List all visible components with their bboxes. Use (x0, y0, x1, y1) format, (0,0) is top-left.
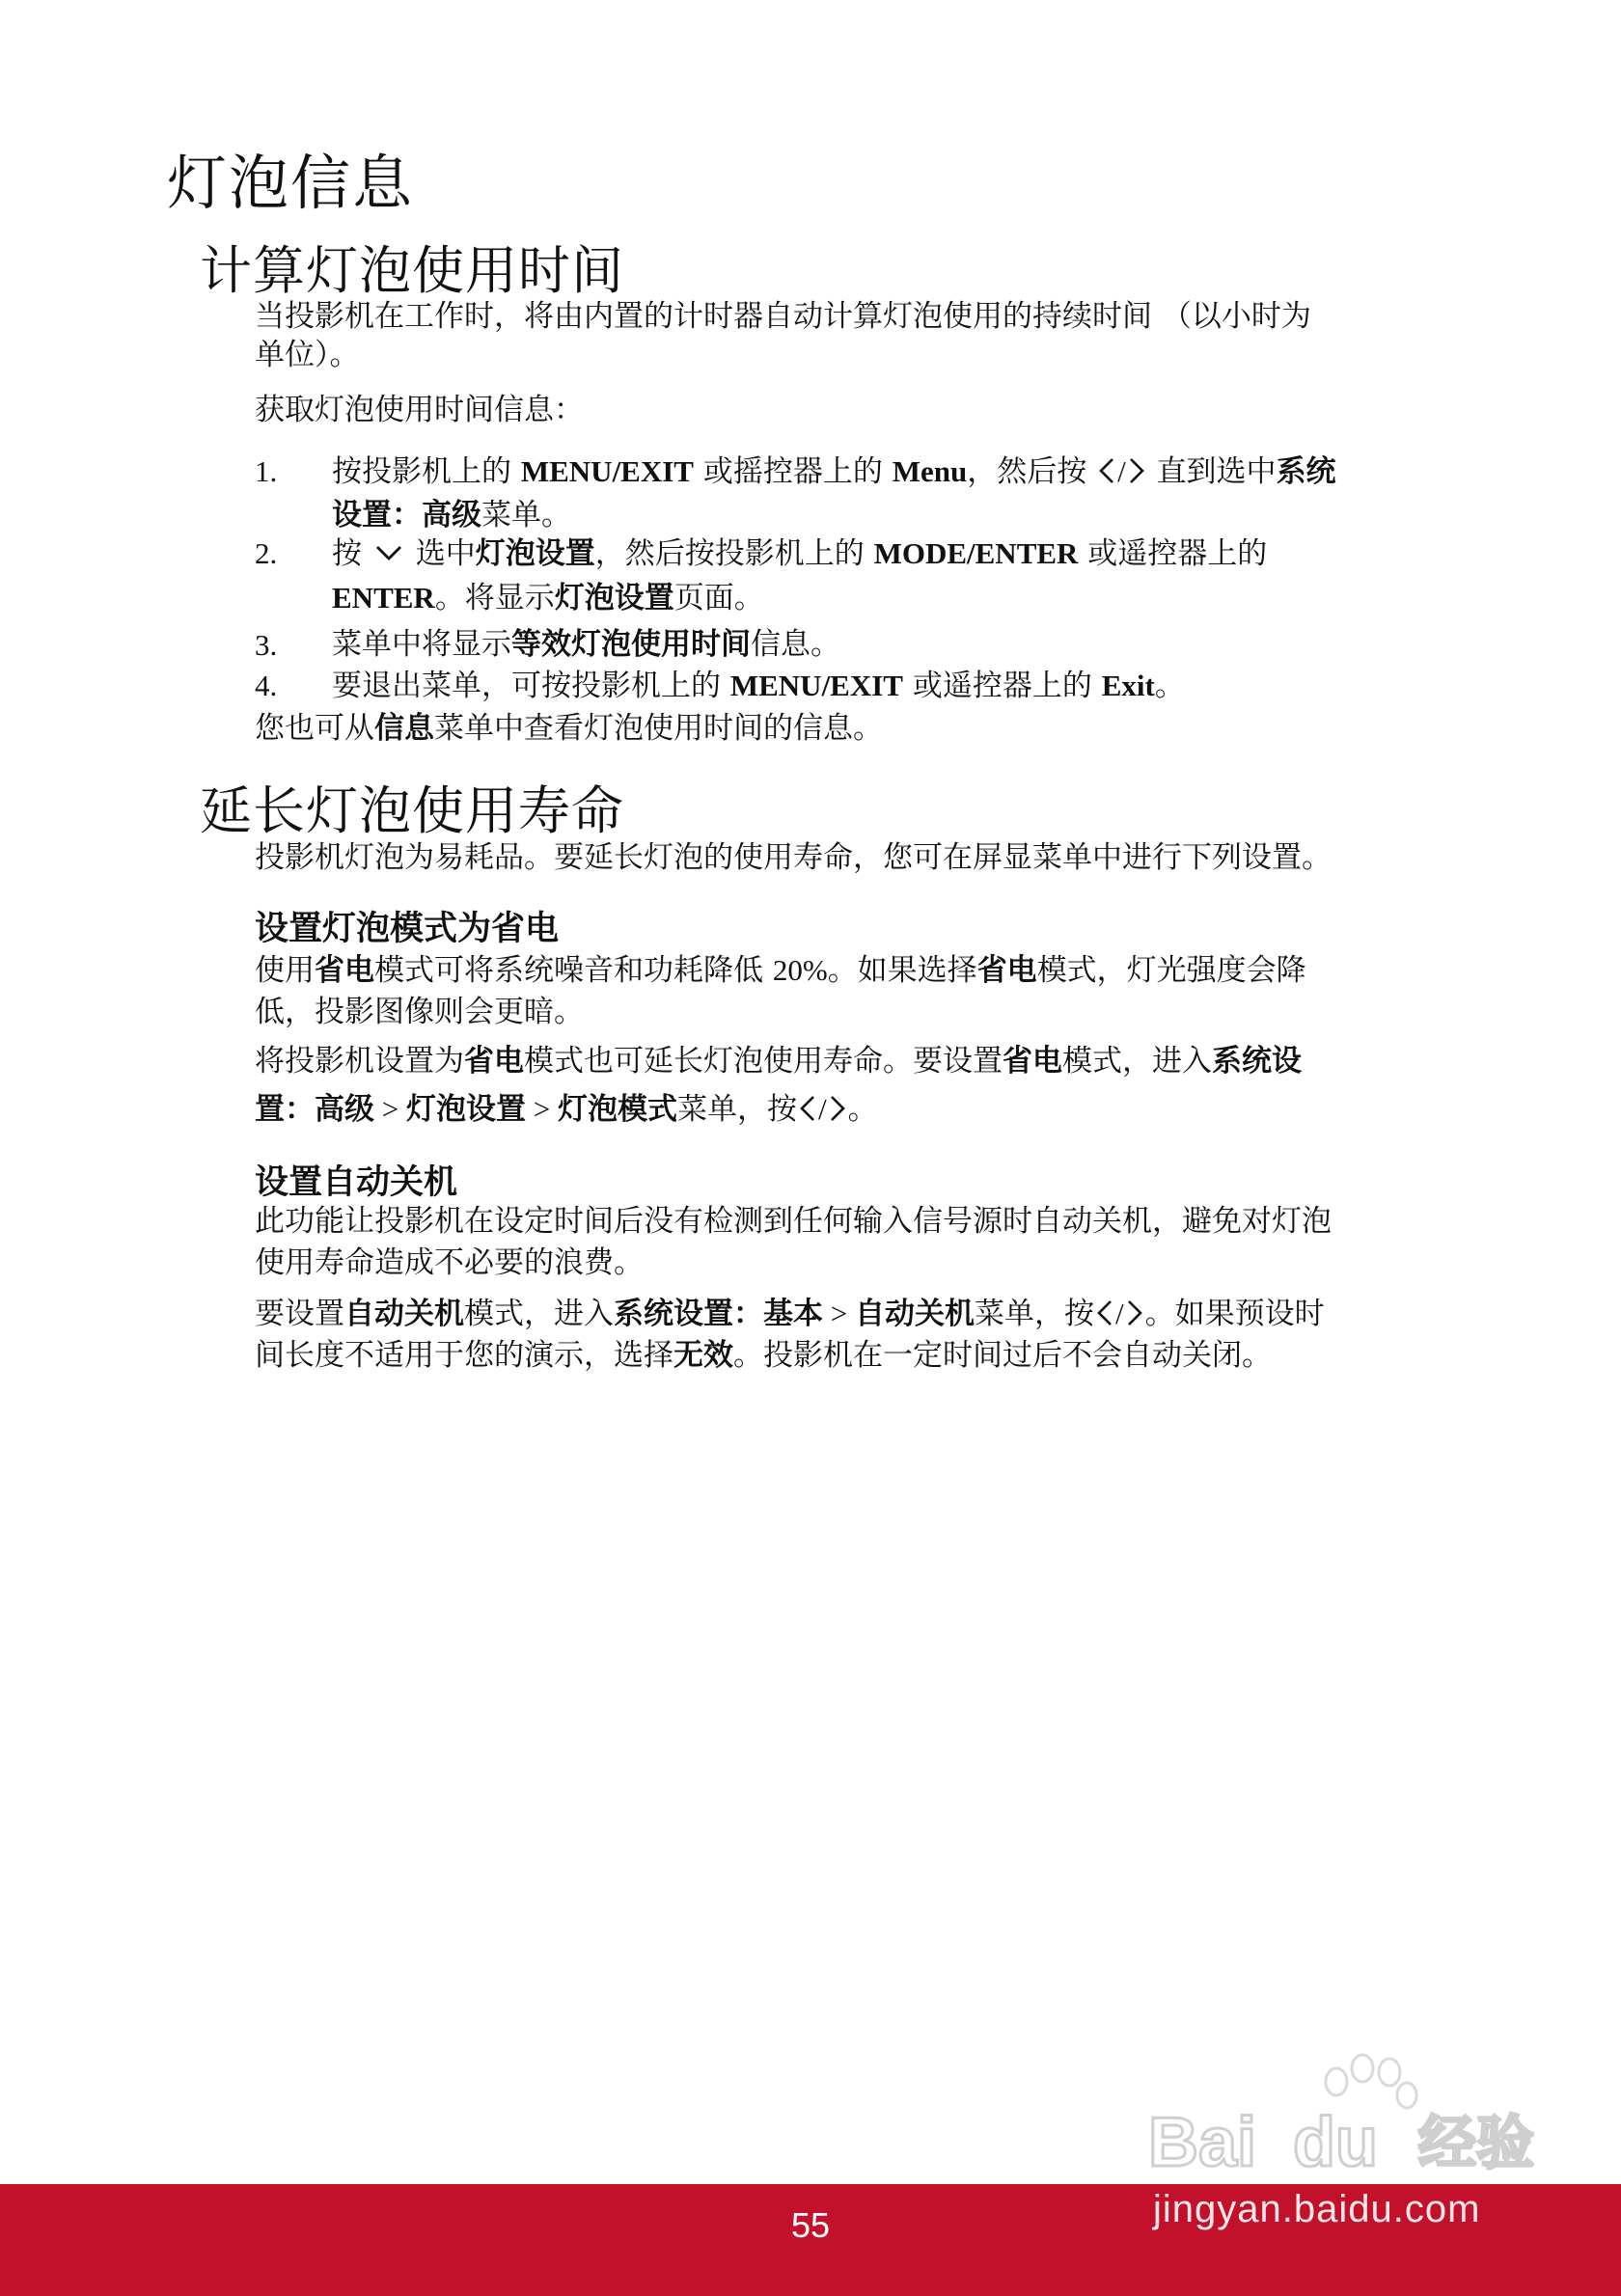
menu-name: 灯泡模式 (557, 1092, 677, 1127)
paragraph-intro-line1: 当投影机在工作时，将由内置的计时器自动计算灯泡使用的持续时间 （以小时为 (255, 299, 1311, 334)
text: 低，投影图像则会更暗。 (255, 995, 584, 1029)
menu-name: 灯泡设置 (554, 581, 674, 615)
step-text: 。 (1154, 669, 1185, 703)
text: 模式，进入 (1062, 1044, 1212, 1079)
section-heading-lamp-hours: 计算灯泡使用时间 (200, 240, 624, 301)
text: 。 (847, 1092, 878, 1127)
page-title: 灯泡信息 (167, 148, 415, 218)
menu-name: 系统设 (1212, 1044, 1302, 1079)
list-number: 4. (255, 669, 278, 702)
menu-name: 灯泡设置 (405, 1092, 526, 1127)
paragraph-info-menu (255, 708, 1451, 750)
step-text: ，然后按 (967, 454, 1087, 489)
menu-name: 自动关机 (854, 1297, 975, 1331)
chevron-left-icon (797, 1094, 818, 1123)
text: 使用寿命造成不必要的浪费。 (255, 1245, 644, 1280)
step-text: 或遥控器上的 (1078, 536, 1268, 571)
watermark-url: jingyan.baidu.com (1153, 2188, 1481, 2230)
key-name: MODE/ENTER (873, 536, 1079, 570)
text: 模式，灯光强度会降 (1036, 953, 1306, 988)
step-text: 直到选中 (1156, 454, 1277, 489)
menu-name: 自动关机 (344, 1297, 464, 1331)
svg-text:du: du (1293, 2104, 1378, 2181)
menu-name: 设置：高级 (332, 498, 481, 533)
text: 。如果选择 (827, 953, 977, 988)
menu-name: 等效灯泡使用时间 (511, 627, 751, 662)
paragraph-how-to: 获取灯泡使用时间信息： (255, 393, 584, 427)
chevron-left-icon (1094, 1298, 1115, 1327)
text: 菜单中查看灯泡使用时间的信息。 (434, 711, 883, 746)
paragraph-eco-mode-1 (255, 949, 1451, 1033)
step-text: 选中 (405, 536, 476, 571)
paragraph-intro-line2: 单位）。 (255, 338, 360, 372)
menu-name: 灯泡设置 (475, 536, 595, 571)
page-number: 55 (790, 2205, 831, 2245)
step-text: 或遥控器上的 (903, 669, 1102, 703)
step-text: ，然后按投影机上的 (594, 536, 874, 571)
text: 使用 (255, 953, 315, 988)
chevron-right-icon (1126, 456, 1147, 485)
mode-name: 省电 (464, 1044, 524, 1079)
separator: > (374, 1092, 406, 1126)
mode-name: 省电 (976, 953, 1037, 988)
paragraph-eco-mode-2: 将投影机设置为省电模式也可延长灯泡使用寿命。要设置省电模式，进入系统设 置：高级 > 灯泡设置 > 灯泡模式菜单，按 / 。 (255, 1044, 1302, 1127)
text: 要设置 (255, 1297, 344, 1331)
option-name: 无效 (673, 1338, 733, 1373)
step-text: 菜单中将显示 (332, 627, 511, 662)
text: 您也可从 (255, 711, 374, 746)
mode-name: 省电 (1003, 1044, 1062, 1079)
paragraph-auto-off-1 (255, 1201, 1451, 1284)
manual-page: 灯泡信息 计算灯泡使用时间 当投影机在工作时，将由内置的计时器自动计算灯泡使用的持续时间 （以小时为 单位）。 获取灯泡使用时间信息： 1. 按投影机上的 MENU/EXIT 或摇控器上的 Menu，然后按 / 直到选中系统 设置：高级菜单。 2. 按 选中灯泡设置，然后按投影机上的 MODE/ENTER 或遥控器上的 ENTER。将显示灯泡设置页面。 3. 菜单中将显示等效灯泡使用时间信息。 4. 要退出菜单，可按投影机上的 MENU/EXIT 或遥控器上的 Exit。 您也可从信息菜单中查看灯泡使用时间的信息。 延长灯泡使用寿命 投影机灯泡为易耗品。要延长灯泡的使用寿命，您可在屏显菜单中进行下列设置。 设置灯泡模式为省电 使用省电模式可将系统噪音和功耗降低 20%。如果选择省电模式，灯光强度会降 低，投影图像则会更暗。 将投影机设置为省电模式也可延长灯泡使用寿命。要设置省电模式，进入系统设 置：高级 > 灯泡设置 > 灯泡模式菜单，按 / 。 设置自动关机 此功能让投影机在设定时间后没有检测到任何输入信号源时自动关机，避免对灯泡 使用寿命造成不必要的浪费。 要设置自动关机模式，进入系统设置：基本 > 自动关机菜单，按 / 。如果预设时 间长度不适用于您的演示，选择无效。投影机在一定时间过后不会自动关闭。 Bai du 经验 55 jingyan.baidu.com (0, 0, 1621, 2296)
key-name: Menu (892, 454, 968, 488)
step-text: 页面。 (673, 581, 764, 615)
text: 。投影机在一定时间过后不会自动关闭。 (733, 1338, 1272, 1373)
subheading-eco-mode: 设置灯泡模式为省电 (255, 910, 560, 948)
key-name: MENU/EXIT (520, 454, 694, 488)
chevron-left-icon (1096, 456, 1117, 485)
svg-text:Bai: Bai (1148, 2104, 1257, 2181)
paragraph-extend-intro: 投影机灯泡为易耗品。要延长灯泡的使用寿命，您可在屏显菜单中进行下列设置。 (255, 840, 1332, 875)
list-number: 3. (255, 628, 278, 662)
separator: > (823, 1297, 855, 1330)
step-text: 要退出菜单，可按投影机上的 (332, 669, 730, 703)
step-text: 按投影机上的 (332, 454, 521, 489)
menu-name: 信息 (374, 711, 434, 746)
menu-name: 置：高级 (255, 1092, 374, 1127)
text: 菜单，按 (974, 1297, 1094, 1331)
text: 。如果预设时 (1144, 1297, 1325, 1331)
svg-text:经验: 经验 (1418, 2110, 1534, 2177)
mode-name: 省电 (315, 953, 374, 988)
text: 此功能让投影机在设定时间后没有检测到任何输入信号源时自动关机，避免对灯泡 (255, 1204, 1332, 1239)
paragraph-auto-off-2: 要设置自动关机模式，进入系统设置：基本 > 自动关机菜单，按 / 。如果预设时 间长度不适用于您的演示，选择无效。投影机在一定时间过后不会自动关闭。 (255, 1297, 1325, 1373)
text: 菜单，按 (676, 1092, 797, 1127)
subheading-auto-power-off: 设置自动关机 (255, 1163, 458, 1202)
section-heading-extend-lamp-life: 延长灯泡使用寿命 (200, 780, 624, 841)
menu-name: 系统 (1276, 454, 1336, 489)
text: 模式，进入 (464, 1297, 614, 1331)
step-text: 按 (332, 536, 371, 571)
list-number: 2. (255, 536, 278, 570)
chevron-right-icon (827, 1094, 848, 1123)
key-name: Exit (1101, 669, 1155, 702)
text: 模式可将系统噪音和功耗降低 (374, 953, 773, 988)
menu-name: 系统设置：基本 (614, 1297, 823, 1331)
step-text: 菜单。 (481, 498, 571, 533)
step-text: 或摇控器上的 (694, 454, 893, 489)
percentage-value: 20% (772, 953, 828, 987)
step-text: 信息。 (751, 627, 840, 662)
chevron-down-icon (371, 538, 406, 567)
baidu-jingyan-watermark-logo (1148, 2036, 1553, 2190)
text: 模式也可延长灯泡使用寿命。要设置 (524, 1044, 1003, 1079)
text: 将投影机设置为 (255, 1044, 464, 1079)
text: 间长度不适用于您的演示，选择 (255, 1338, 673, 1373)
step-text: 。将显示 (434, 581, 555, 615)
key-name: MENU/EXIT (729, 669, 903, 702)
chevron-right-icon (1124, 1298, 1145, 1327)
key-name: ENTER (332, 581, 435, 615)
list-number: 1. (255, 454, 278, 488)
separator: > (525, 1092, 558, 1126)
